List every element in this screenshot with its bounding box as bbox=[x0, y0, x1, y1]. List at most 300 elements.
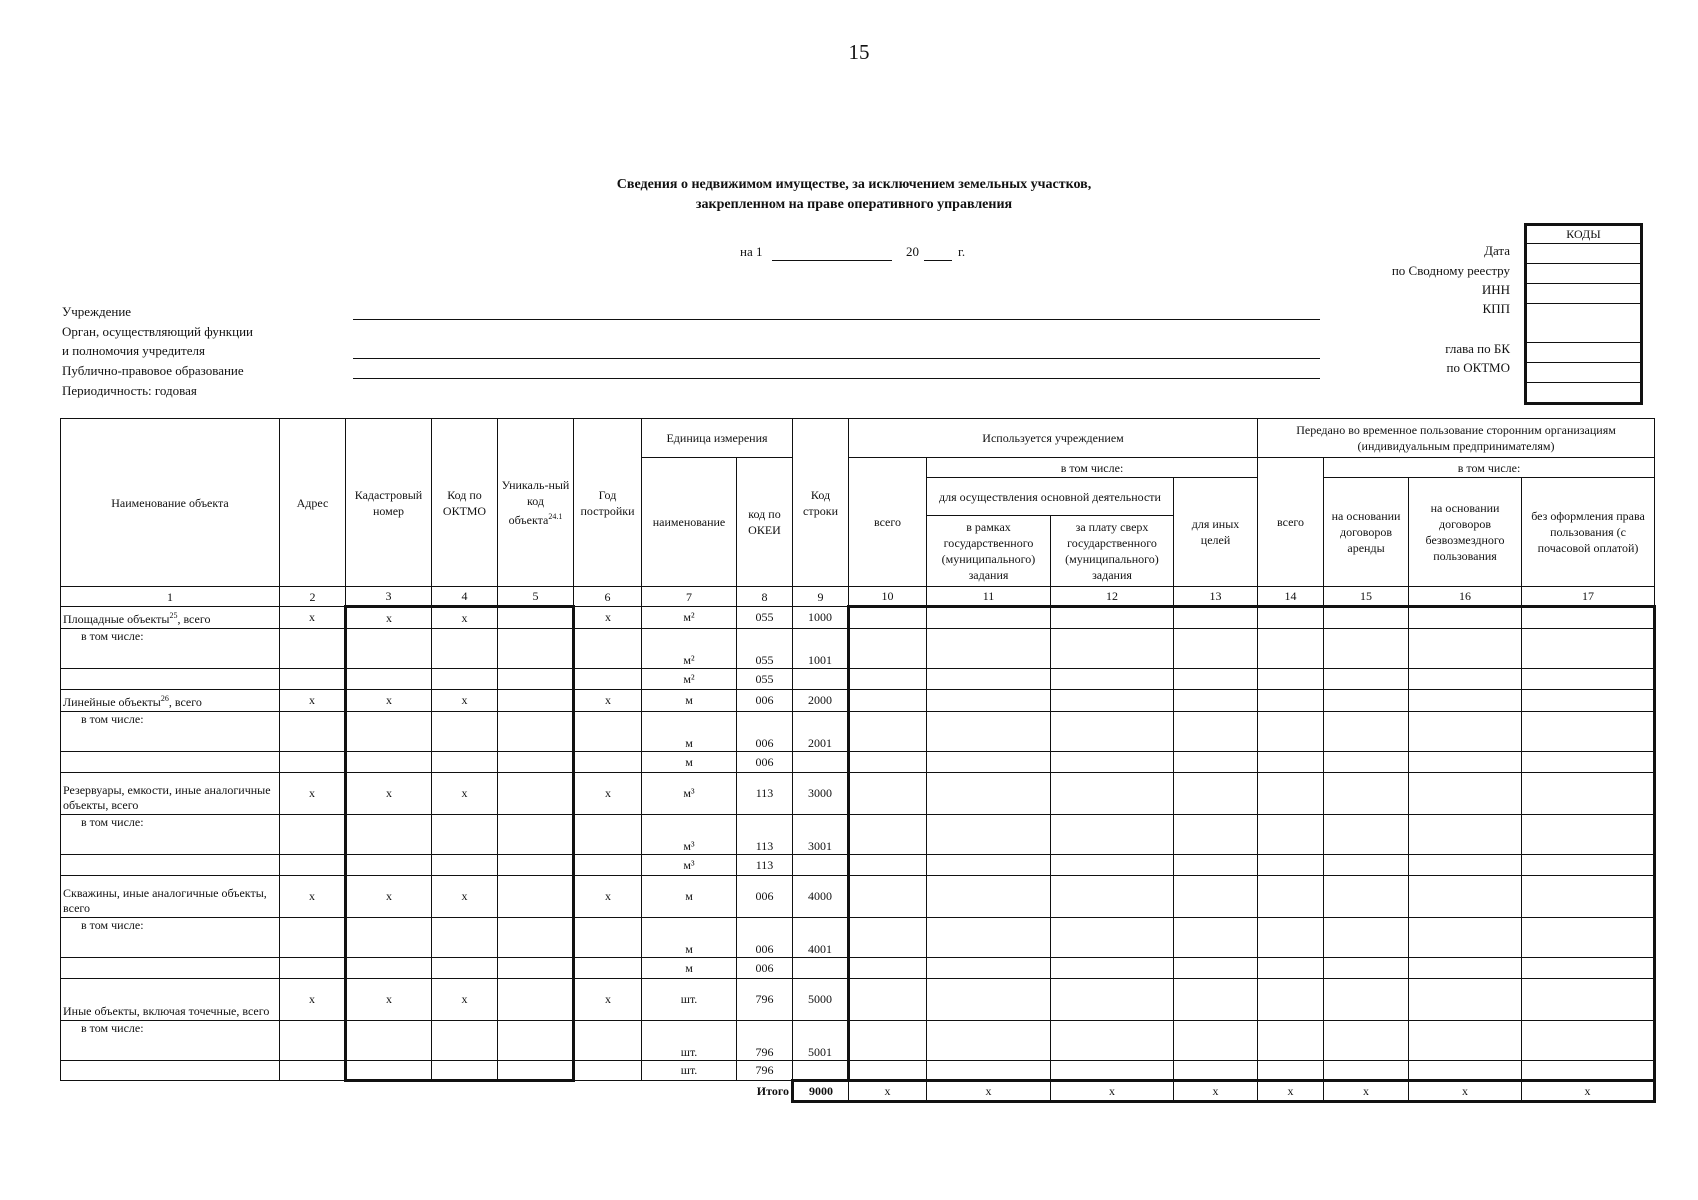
cell-col-17[interactable] bbox=[1522, 669, 1655, 690]
cell-col-11[interactable] bbox=[927, 712, 1051, 752]
table-row bbox=[61, 979, 1655, 1021]
column-number: 10 bbox=[849, 587, 927, 607]
unit-name: м² bbox=[642, 669, 737, 690]
cell-col-5[interactable] bbox=[498, 979, 574, 1021]
cell-col-12[interactable] bbox=[1051, 607, 1174, 629]
cell-col-10[interactable] bbox=[849, 876, 927, 918]
object-name-text: Скважины, иные аналогичные объекты, всего bbox=[63, 886, 267, 915]
cell-col-2[interactable] bbox=[280, 669, 346, 690]
cell-col-14[interactable] bbox=[1258, 1021, 1324, 1061]
cell-col-11[interactable] bbox=[927, 1061, 1051, 1081]
cell-col-2[interactable] bbox=[280, 1061, 346, 1081]
cell-col-15[interactable] bbox=[1324, 690, 1409, 712]
cell-col-5[interactable] bbox=[498, 958, 574, 979]
cell-col-16[interactable] bbox=[1409, 690, 1522, 712]
unit-name: м bbox=[642, 958, 737, 979]
date-suffix: г. bbox=[958, 244, 966, 259]
x-mark: x bbox=[574, 690, 642, 712]
cell-col-12[interactable] bbox=[1051, 690, 1174, 712]
total-x-mark: x bbox=[1409, 1081, 1522, 1102]
cell-col-11[interactable] bbox=[927, 958, 1051, 979]
cell-col-11[interactable] bbox=[927, 1021, 1051, 1061]
cell-col-4[interactable] bbox=[432, 712, 498, 752]
cell-col-13[interactable] bbox=[1174, 712, 1258, 752]
cell-col-13[interactable] bbox=[1174, 876, 1258, 918]
empty-cell bbox=[498, 1081, 574, 1102]
object-name-text: Линейные объекты bbox=[63, 695, 161, 709]
x-mark: x bbox=[280, 607, 346, 629]
cell-col-16[interactable] bbox=[1409, 669, 1522, 690]
cell-col-15[interactable] bbox=[1324, 979, 1409, 1021]
cell-col-6[interactable] bbox=[574, 815, 642, 855]
label-registry: по Сводному реестру bbox=[1391, 263, 1510, 278]
okei-code: 055 bbox=[737, 629, 793, 669]
cell-col-15[interactable] bbox=[1324, 1021, 1409, 1061]
cell-col-14[interactable] bbox=[1258, 752, 1324, 773]
date-day-month-field[interactable] bbox=[772, 260, 892, 261]
cell-col-3[interactable] bbox=[346, 918, 432, 958]
cell-col-17[interactable] bbox=[1522, 629, 1655, 669]
cell-col-12[interactable] bbox=[1051, 876, 1174, 918]
x-mark: x bbox=[432, 773, 498, 815]
cell-col-14[interactable] bbox=[1258, 815, 1324, 855]
object-name bbox=[61, 607, 280, 629]
cell-col-13[interactable] bbox=[1174, 855, 1258, 876]
x-mark: x bbox=[574, 979, 642, 1021]
cell-col-5[interactable] bbox=[498, 629, 574, 669]
cell-col-13[interactable] bbox=[1174, 815, 1258, 855]
okei-code: 006 bbox=[737, 712, 793, 752]
hdr-unit: Единица измерения bbox=[642, 419, 793, 458]
code-extra-cell[interactable] bbox=[1527, 383, 1640, 402]
cell-col-4[interactable] bbox=[432, 1061, 498, 1081]
public-entity-field[interactable] bbox=[353, 378, 1320, 379]
object-name-blank[interactable] bbox=[61, 1061, 280, 1081]
form-title bbox=[0, 175, 1698, 215]
object-name bbox=[61, 773, 280, 815]
cell-col-10[interactable] bbox=[849, 607, 927, 629]
x-mark: x bbox=[432, 876, 498, 918]
cell-col-14[interactable] bbox=[1258, 712, 1324, 752]
cell-col-16[interactable] bbox=[1409, 979, 1522, 1021]
x-mark: x bbox=[346, 876, 432, 918]
cell-col-11[interactable] bbox=[927, 773, 1051, 815]
hdr-oktmo: Код по ОКТМО bbox=[432, 419, 498, 587]
cell-col-14[interactable] bbox=[1258, 669, 1324, 690]
cell-col-11[interactable] bbox=[927, 876, 1051, 918]
total-x-mark: x bbox=[1324, 1081, 1409, 1102]
cell-col-14[interactable] bbox=[1258, 629, 1324, 669]
row-code: 2001 bbox=[793, 712, 849, 752]
cell-col-3[interactable] bbox=[346, 712, 432, 752]
x-mark: x bbox=[280, 979, 346, 1021]
table-row bbox=[61, 815, 1655, 855]
cell-col-12[interactable] bbox=[1051, 918, 1174, 958]
cell-col-6[interactable] bbox=[574, 1061, 642, 1081]
hdr-cadastral: Кадастровый номер bbox=[346, 419, 432, 587]
cell-col-5[interactable] bbox=[498, 669, 574, 690]
cell-col-16[interactable] bbox=[1409, 607, 1522, 629]
including-label: в том числе: bbox=[61, 1021, 280, 1061]
cell-col-12[interactable] bbox=[1051, 855, 1174, 876]
cell-col-10[interactable] bbox=[849, 979, 927, 1021]
institution-field[interactable] bbox=[353, 319, 1320, 320]
row-code: 1001 bbox=[793, 629, 849, 669]
code-date-cell[interactable] bbox=[1527, 244, 1640, 264]
cell-col-12[interactable] bbox=[1051, 979, 1174, 1021]
page-number: 15 bbox=[848, 40, 870, 64]
empty-cell bbox=[432, 1081, 498, 1102]
cell-col-3[interactable] bbox=[346, 855, 432, 876]
cell-col-12[interactable] bbox=[1051, 752, 1174, 773]
cell-col-3[interactable] bbox=[346, 815, 432, 855]
cell-col-16[interactable] bbox=[1409, 855, 1522, 876]
cell-col-14[interactable] bbox=[1258, 958, 1324, 979]
cell-col-11[interactable] bbox=[927, 918, 1051, 958]
column-number: 11 bbox=[927, 587, 1051, 607]
empty-cell bbox=[61, 1081, 280, 1102]
okei-code: 006 bbox=[737, 752, 793, 773]
cell-col-15[interactable] bbox=[1324, 1061, 1409, 1081]
row-code: 4001 bbox=[793, 918, 849, 958]
cell-col-11[interactable] bbox=[927, 979, 1051, 1021]
cell-col-12[interactable] bbox=[1051, 669, 1174, 690]
unit-name: м² bbox=[642, 607, 737, 629]
hdr-unit-name: наименование bbox=[642, 458, 737, 587]
cell-col-11[interactable] bbox=[927, 607, 1051, 629]
code-inn-cell[interactable] bbox=[1527, 284, 1640, 304]
cell-col-15[interactable] bbox=[1324, 629, 1409, 669]
cell-col-15[interactable] bbox=[1324, 607, 1409, 629]
hdr-used-incl: в том числе: bbox=[927, 458, 1258, 478]
hdr-transferred: Передано во временное пользование сторонним организациям (индивидуальным предпринимателям) bbox=[1258, 419, 1655, 458]
table-row bbox=[61, 1021, 1655, 1061]
cell-col-13[interactable] bbox=[1174, 1061, 1258, 1081]
cell-col-14[interactable] bbox=[1258, 979, 1324, 1021]
cell-col-10[interactable] bbox=[849, 1061, 927, 1081]
cell-col-10[interactable] bbox=[849, 815, 927, 855]
object-name bbox=[61, 876, 280, 918]
cell-col-11[interactable] bbox=[927, 855, 1051, 876]
x-mark: x bbox=[280, 773, 346, 815]
column-number: 6 bbox=[574, 587, 642, 607]
cell-col-6[interactable] bbox=[574, 669, 642, 690]
footnote-ref: 26 bbox=[160, 694, 169, 703]
cell-col-15[interactable] bbox=[1324, 918, 1409, 958]
cell-col-2[interactable] bbox=[280, 958, 346, 979]
cell-col-13[interactable] bbox=[1174, 752, 1258, 773]
cell-col-13[interactable] bbox=[1174, 958, 1258, 979]
cell-col-16[interactable] bbox=[1409, 1021, 1522, 1061]
code-bk-cell[interactable] bbox=[1527, 343, 1640, 363]
cell-col-12[interactable] bbox=[1051, 773, 1174, 815]
cell-col-13[interactable] bbox=[1174, 918, 1258, 958]
cell-col-11[interactable] bbox=[927, 669, 1051, 690]
cell-col-17[interactable] bbox=[1522, 712, 1655, 752]
cell-col-12[interactable] bbox=[1051, 712, 1174, 752]
object-name-blank[interactable] bbox=[61, 669, 280, 690]
hdr-used: Используется учреждением bbox=[849, 419, 1258, 458]
cell-col-6[interactable] bbox=[574, 629, 642, 669]
table-row bbox=[61, 629, 1655, 669]
label-oktmo: по ОКТМО bbox=[1446, 360, 1510, 375]
cell-col-10[interactable] bbox=[849, 690, 927, 712]
cell-col-14[interactable] bbox=[1258, 607, 1324, 629]
table-row bbox=[61, 669, 1655, 690]
cell-col-6[interactable] bbox=[574, 752, 642, 773]
cell-col-16[interactable] bbox=[1409, 752, 1522, 773]
cell-col-4[interactable] bbox=[432, 629, 498, 669]
total-x-mark: x bbox=[927, 1081, 1051, 1102]
okei-code: 113 bbox=[737, 815, 793, 855]
code-oktmo-cell[interactable] bbox=[1527, 363, 1640, 383]
cell-col-16[interactable] bbox=[1409, 918, 1522, 958]
cell-col-5[interactable] bbox=[498, 1061, 574, 1081]
cell-col-2[interactable] bbox=[280, 712, 346, 752]
empty-cell bbox=[574, 1081, 642, 1102]
unit-name: шт. bbox=[642, 1061, 737, 1081]
cell-col-2[interactable] bbox=[280, 629, 346, 669]
cell-col-15[interactable] bbox=[1324, 855, 1409, 876]
hdr-used-total: всего bbox=[849, 458, 927, 587]
object-name-blank[interactable] bbox=[61, 855, 280, 876]
cell-col-3[interactable] bbox=[346, 629, 432, 669]
table-row bbox=[61, 690, 1655, 712]
okei-code: 055 bbox=[737, 669, 793, 690]
table-row bbox=[61, 918, 1655, 958]
codes-box bbox=[1524, 223, 1643, 405]
cell-col-6[interactable] bbox=[574, 1021, 642, 1061]
column-number: 7 bbox=[642, 587, 737, 607]
row-code: 1000 bbox=[793, 607, 849, 629]
x-mark: x bbox=[346, 979, 432, 1021]
cell-col-3[interactable] bbox=[346, 752, 432, 773]
cell-col-5[interactable] bbox=[498, 855, 574, 876]
cell-col-12[interactable] bbox=[1051, 629, 1174, 669]
cell-col-13[interactable] bbox=[1174, 669, 1258, 690]
cell-col-17[interactable] bbox=[1522, 607, 1655, 629]
cell-col-5[interactable] bbox=[498, 752, 574, 773]
column-numbers-row bbox=[61, 587, 1655, 607]
cell-col-4[interactable] bbox=[432, 669, 498, 690]
cell-col-17[interactable] bbox=[1522, 855, 1655, 876]
okei-code: 796 bbox=[737, 1021, 793, 1061]
object-name-blank[interactable] bbox=[61, 752, 280, 773]
unit-name: м bbox=[642, 752, 737, 773]
including-label: в том числе: bbox=[61, 918, 280, 958]
x-mark: x bbox=[280, 690, 346, 712]
unit-name: м³ bbox=[642, 815, 737, 855]
cell-col-6[interactable] bbox=[574, 958, 642, 979]
total-x-mark: x bbox=[1051, 1081, 1174, 1102]
table-row bbox=[61, 607, 1655, 629]
cell-col-17[interactable] bbox=[1522, 752, 1655, 773]
cell-col-15[interactable] bbox=[1324, 752, 1409, 773]
including-label: в том числе: bbox=[61, 629, 280, 669]
cell-col-13[interactable] bbox=[1174, 773, 1258, 815]
cell-col-5[interactable] bbox=[498, 690, 574, 712]
cell-col-3[interactable] bbox=[346, 958, 432, 979]
cell-col-12[interactable] bbox=[1051, 1021, 1174, 1061]
cell-col-10[interactable] bbox=[849, 773, 927, 815]
cell-col-5[interactable] bbox=[498, 815, 574, 855]
cell-col-4[interactable] bbox=[432, 855, 498, 876]
cell-col-17[interactable] bbox=[1522, 815, 1655, 855]
cell-col-15[interactable] bbox=[1324, 815, 1409, 855]
cell-col-4[interactable] bbox=[432, 815, 498, 855]
cell-col-13[interactable] bbox=[1174, 1021, 1258, 1061]
hdr-year: Год постройки bbox=[574, 419, 642, 587]
cell-col-16[interactable] bbox=[1409, 712, 1522, 752]
cell-col-10[interactable] bbox=[849, 958, 927, 979]
label-periodicity: Периодичность: годовая bbox=[62, 383, 197, 398]
cell-col-10[interactable] bbox=[849, 752, 927, 773]
cell-col-6[interactable] bbox=[574, 918, 642, 958]
okei-code: 796 bbox=[737, 979, 793, 1021]
cell-col-17[interactable] bbox=[1522, 918, 1655, 958]
cell-col-11[interactable] bbox=[927, 629, 1051, 669]
cell-col-14[interactable] bbox=[1258, 690, 1324, 712]
date-year-field[interactable] bbox=[924, 260, 952, 261]
empty-cell bbox=[642, 1081, 737, 1102]
table-row bbox=[61, 876, 1655, 918]
unit-name: м bbox=[642, 690, 737, 712]
footnote-ref: 25 bbox=[169, 611, 178, 620]
property-table bbox=[60, 418, 1656, 1103]
cell-col-4[interactable] bbox=[432, 752, 498, 773]
cell-col-15[interactable] bbox=[1324, 876, 1409, 918]
hdr-unique-code-sup: 24.1 bbox=[548, 512, 563, 521]
cell-col-2[interactable] bbox=[280, 918, 346, 958]
row-code bbox=[793, 855, 849, 876]
hdr-row-code: Код строки bbox=[793, 419, 849, 587]
cell-col-16[interactable] bbox=[1409, 1061, 1522, 1081]
column-number: 1 bbox=[61, 587, 280, 607]
cell-col-11[interactable] bbox=[927, 815, 1051, 855]
cell-col-14[interactable] bbox=[1258, 855, 1324, 876]
cell-col-16[interactable] bbox=[1409, 629, 1522, 669]
cell-col-17[interactable] bbox=[1522, 1061, 1655, 1081]
cell-col-16[interactable] bbox=[1409, 773, 1522, 815]
cell-col-17[interactable] bbox=[1522, 690, 1655, 712]
cell-col-4[interactable] bbox=[432, 918, 498, 958]
cell-col-15[interactable] bbox=[1324, 958, 1409, 979]
x-mark: x bbox=[432, 690, 498, 712]
cell-col-13[interactable] bbox=[1174, 690, 1258, 712]
code-registry-cell[interactable] bbox=[1527, 264, 1640, 284]
cell-col-15[interactable] bbox=[1324, 773, 1409, 815]
cell-col-10[interactable] bbox=[849, 629, 927, 669]
total-x-mark: x bbox=[849, 1081, 927, 1102]
object-name-text: Площадные объекты bbox=[63, 612, 170, 626]
column-number: 17 bbox=[1522, 587, 1655, 607]
cell-col-13[interactable] bbox=[1174, 979, 1258, 1021]
object-name-tail: , всего bbox=[177, 612, 211, 626]
x-mark: x bbox=[432, 979, 498, 1021]
hdr-transferred-total: всего bbox=[1258, 458, 1324, 587]
cell-col-10[interactable] bbox=[849, 712, 927, 752]
cell-col-17[interactable] bbox=[1522, 773, 1655, 815]
cell-col-16[interactable] bbox=[1409, 958, 1522, 979]
table-row bbox=[61, 712, 1655, 752]
cell-col-14[interactable] bbox=[1258, 773, 1324, 815]
cell-col-2[interactable] bbox=[280, 1021, 346, 1061]
cell-col-11[interactable] bbox=[927, 690, 1051, 712]
cell-col-16[interactable] bbox=[1409, 876, 1522, 918]
cell-col-16[interactable] bbox=[1409, 815, 1522, 855]
cell-col-13[interactable] bbox=[1174, 607, 1258, 629]
cell-col-4[interactable] bbox=[432, 958, 498, 979]
cell-col-5[interactable] bbox=[498, 918, 574, 958]
cell-col-5[interactable] bbox=[498, 712, 574, 752]
object-name-tail: , всего bbox=[168, 695, 202, 709]
cell-col-6[interactable] bbox=[574, 855, 642, 876]
cell-col-5[interactable] bbox=[498, 1021, 574, 1061]
cell-col-3[interactable] bbox=[346, 1021, 432, 1061]
row-code bbox=[793, 669, 849, 690]
organ-field[interactable] bbox=[353, 358, 1320, 359]
cell-col-10[interactable] bbox=[849, 669, 927, 690]
including-label: в том числе: bbox=[61, 815, 280, 855]
column-number: 3 bbox=[346, 587, 432, 607]
x-mark: x bbox=[346, 690, 432, 712]
cell-col-5[interactable] bbox=[498, 607, 574, 629]
cell-col-17[interactable] bbox=[1522, 1021, 1655, 1061]
row-code bbox=[793, 752, 849, 773]
date-year-prefix: 20 bbox=[906, 244, 919, 259]
table-row bbox=[61, 1061, 1655, 1081]
cell-col-12[interactable] bbox=[1051, 958, 1174, 979]
cell-col-17[interactable] bbox=[1522, 979, 1655, 1021]
cell-col-14[interactable] bbox=[1258, 1061, 1324, 1081]
cell-col-15[interactable] bbox=[1324, 669, 1409, 690]
column-number: 9 bbox=[793, 587, 849, 607]
cell-col-10[interactable] bbox=[849, 918, 927, 958]
object-name-blank[interactable] bbox=[61, 958, 280, 979]
cell-col-13[interactable] bbox=[1174, 629, 1258, 669]
cell-col-15[interactable] bbox=[1324, 712, 1409, 752]
cell-col-14[interactable] bbox=[1258, 918, 1324, 958]
cell-col-10[interactable] bbox=[849, 1021, 927, 1061]
cell-col-6[interactable] bbox=[574, 712, 642, 752]
unit-name: м bbox=[642, 876, 737, 918]
cell-col-10[interactable] bbox=[849, 855, 927, 876]
cell-col-2[interactable] bbox=[280, 855, 346, 876]
column-number: 2 bbox=[280, 587, 346, 607]
cell-col-12[interactable] bbox=[1051, 1061, 1174, 1081]
label-inn: ИНН bbox=[1481, 282, 1510, 297]
cell-col-4[interactable] bbox=[432, 1021, 498, 1061]
x-mark: x bbox=[574, 607, 642, 629]
cell-col-3[interactable] bbox=[346, 1061, 432, 1081]
x-mark: x bbox=[346, 607, 432, 629]
object-name bbox=[61, 690, 280, 712]
cell-col-17[interactable] bbox=[1522, 958, 1655, 979]
unit-name: м bbox=[642, 712, 737, 752]
cell-col-5[interactable] bbox=[498, 773, 574, 815]
cell-col-2[interactable] bbox=[280, 815, 346, 855]
hdr-unique-code bbox=[498, 419, 574, 587]
code-kpp-cell[interactable] bbox=[1527, 304, 1640, 343]
cell-col-3[interactable] bbox=[346, 669, 432, 690]
okei-code: 055 bbox=[737, 607, 793, 629]
cell-col-2[interactable] bbox=[280, 752, 346, 773]
cell-col-14[interactable] bbox=[1258, 876, 1324, 918]
cell-col-17[interactable] bbox=[1522, 876, 1655, 918]
cell-col-5[interactable] bbox=[498, 876, 574, 918]
cell-col-12[interactable] bbox=[1051, 815, 1174, 855]
cell-col-11[interactable] bbox=[927, 752, 1051, 773]
